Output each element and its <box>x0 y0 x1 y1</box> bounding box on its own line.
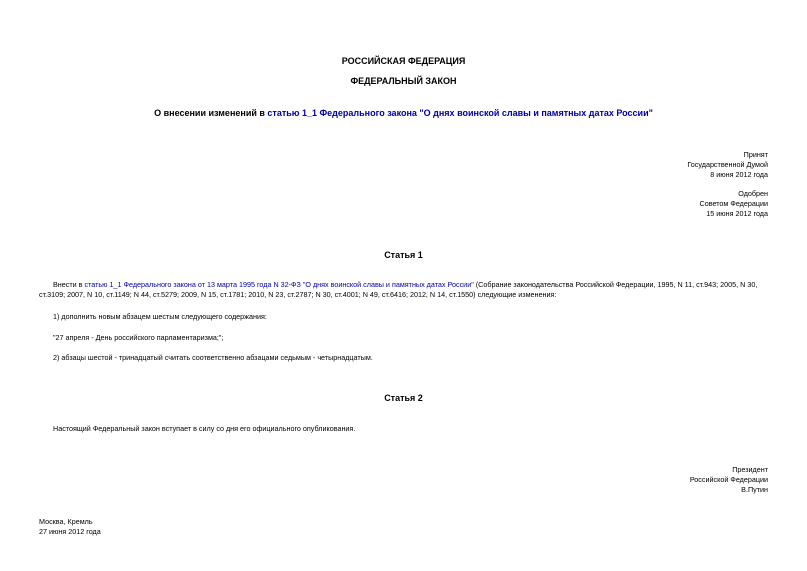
approved-line2: Советом Федерации <box>699 199 768 208</box>
place-date-block <box>39 517 339 537</box>
signature-line2: Российской Федерации <box>689 475 768 484</box>
article1-item2: 2) абзацы шестой - тринадцатый считать соответственно абзацами седьмым - четырнадцатым. <box>53 353 373 362</box>
adopted-block <box>568 150 768 180</box>
adopted-line2: Государственной Думой <box>687 160 768 169</box>
approved-line3: 15 июня 2012 года <box>706 209 768 218</box>
law-title <box>0 108 807 118</box>
article1-quote: "27 апреля - День российского парламентаризма;"; <box>53 333 224 342</box>
adopted-line3: 8 июня 2012 года <box>710 170 768 179</box>
doc-type-heading: ФЕДЕРАЛЬНЫЙ ЗАКОН <box>350 76 457 86</box>
approved-line1: Одобрен <box>738 189 768 198</box>
law-title-link[interactable]: статью 1_1 Федерального закона "О днях воинской славы и памятных датах России" <box>267 108 653 118</box>
country-heading: РОССИЙСКАЯ ФЕДЕРАЦИЯ <box>341 56 466 66</box>
article1-heading: Статья 1 <box>384 250 423 260</box>
adopted-line1: Принят <box>743 150 768 159</box>
article1-item1: 1) дополнить новым абзацем шестым следующего содержания: <box>53 312 267 321</box>
article2-paragraph: Настоящий Федеральный закон вступает в силу со дня его официального опубликования. <box>53 424 356 433</box>
date-line: 27 июня 2012 года <box>39 527 101 536</box>
signature-block <box>568 465 768 495</box>
law-title-prefix: О внесении изменений в <box>154 108 268 118</box>
article2-heading: Статья 2 <box>384 393 423 403</box>
place-line: Москва, Кремль <box>39 517 93 526</box>
article1-paragraph <box>39 280 769 300</box>
signature-line3: В.Путин <box>741 485 768 494</box>
approved-block <box>568 189 768 219</box>
signature-line1: Президент <box>732 465 768 474</box>
article1-p1-suffix: (Собрание законодательства Российской Федерации, 1995, N 11, ст.943; 2005, N 30, ст.3109; 2007, N 10, ст.1149; N 44, ст.5279; 2009, N 15, ст.1781; 2010, N 23, ст.2787; N 30, ст.4001; N 49, ст.6416; 2012, N 14, ст.1550) следующие изменения: <box>39 280 758 299</box>
article1-p1-prefix: Внести в <box>53 280 85 289</box>
article1-p1-link[interactable]: статью 1_1 Федерального закона от 13 марта 1995 года N 32-ФЗ "О днях воинской славы и памятных датах России" <box>84 280 474 289</box>
